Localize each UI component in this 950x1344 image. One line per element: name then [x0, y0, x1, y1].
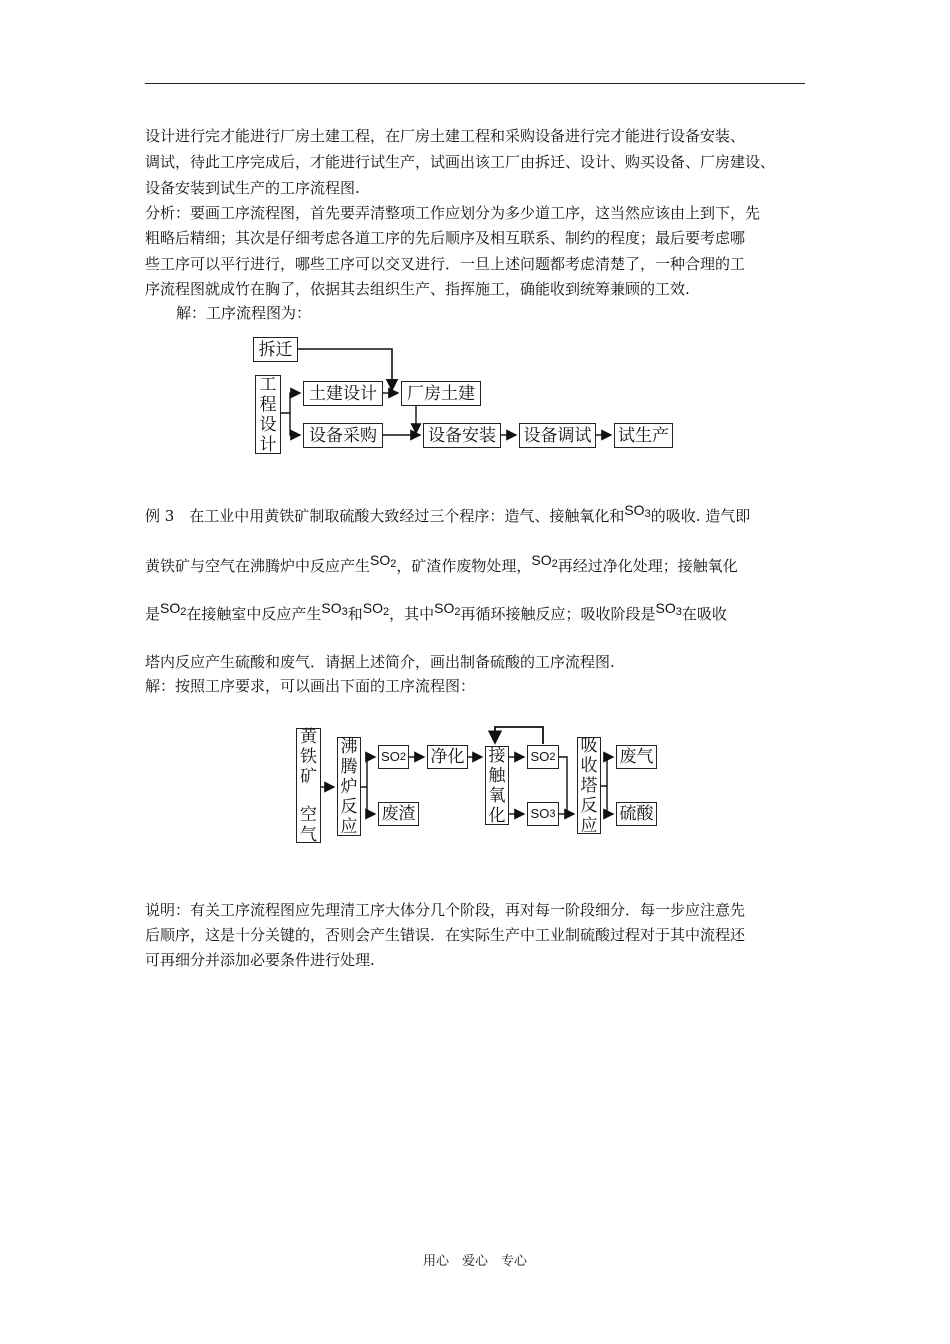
chem-so3 [656, 600, 682, 616]
chem-so2 [363, 600, 389, 616]
chem-so2 [434, 600, 460, 616]
text: SO [160, 600, 181, 616]
box-so2-1 [378, 745, 409, 769]
box-purify: 净化 [427, 745, 468, 769]
chem-so2 [370, 552, 396, 568]
text: 2 [180, 606, 187, 618]
example3-line-2 [145, 552, 738, 580]
char: 反 [580, 795, 598, 816]
text: 2 [551, 558, 558, 570]
box-tujian-sheji: 土建设计 [303, 381, 383, 406]
char: 收 [580, 755, 598, 776]
box-shebei-tiaoshi: 设备调试 [519, 423, 596, 448]
text: SO [624, 502, 645, 518]
text: 3 [675, 606, 682, 618]
chem-so2 [531, 552, 557, 568]
char: 空 [300, 804, 317, 825]
text: 3 [644, 508, 651, 520]
text: 是 [145, 605, 161, 623]
text-line: 些工序可以平行进行，哪些工序可以交叉进行．一旦上述问题都考虑清楚了，一种合理的工 [145, 255, 746, 273]
solution-label-2: 解：按照工序要求，可以画出下面的工序流程图： [145, 677, 476, 695]
char: 化 [488, 805, 506, 826]
char: 计 [259, 434, 277, 455]
char: 氧 [488, 785, 506, 806]
text: ，其中 [389, 605, 435, 623]
box-so3 [527, 802, 559, 826]
text: 2 [399, 751, 406, 763]
note-line: 后顺序，这是十分关键的，否则会产生错误．在实际生产中工业制硫酸过程对于其中流程还 [145, 926, 746, 944]
text: 的吸收. 造气即 [650, 507, 751, 525]
text-line: 粗略后精细；其次是仔细考虑各道工序的先后顺序及相互联系、制约的程度；最后要考虑哪 [145, 229, 746, 247]
char: 设 [259, 414, 277, 435]
box-sulfuric-acid: 硫酸 [616, 802, 657, 826]
text: SO [434, 600, 455, 616]
text: SO [655, 600, 676, 616]
text-line: 分析：要画工序流程图，首先要弄清整项工作应划分为多少道工序，这当然应该由上到下，先 [145, 204, 761, 222]
box-absorption-tower [577, 737, 601, 834]
char: 应 [580, 815, 598, 836]
note-line: 说明：有关工序流程图应先理清工序大体分几个阶段，再对每一阶段细分．每一步应注意先 [145, 901, 746, 919]
text-line: 设备安装到试生产的工序流程图. [145, 179, 360, 197]
chem-so3 [624, 502, 650, 518]
page-footer: 用心 爱心 专心 [422, 1254, 527, 1269]
box-waste-slag: 废渣 [378, 802, 419, 826]
solution-label: 解：工序流程图为： [176, 304, 312, 322]
char: 吸 [580, 735, 598, 756]
box-waste-gas: 废气 [616, 745, 657, 769]
example3-line-3 [145, 600, 727, 628]
char: 工 [259, 374, 277, 395]
box-changfang-tujian: 厂房土建 [401, 381, 481, 406]
box-boiling-furnace [337, 737, 361, 836]
box-raw-materials [296, 728, 321, 843]
chem-so3 [321, 600, 347, 616]
note-line: 可再细分并添加必要条件进行处理. [145, 951, 375, 969]
box-gongcheng-sheji [255, 375, 281, 454]
box-so2-2 [527, 745, 559, 769]
char: 黄 [300, 726, 317, 747]
example3-line-1 [145, 502, 751, 530]
box-contact-oxidation [485, 746, 509, 825]
char: 腾 [340, 756, 358, 777]
text-line: 序流程图就成竹在胸了，依据其去组织生产、指挥施工，确能收到统筹兼顾的工效. [145, 280, 690, 298]
text-line: 设计进行完才能进行厂房土建工程，在厂房土建工程和采购设备进行完才能进行设备安装、 [145, 127, 746, 145]
text: 例 3 在工业中用黄铁矿制取硫酸大致经过三个程序：造气、接触氧化和 [145, 507, 625, 525]
text: 再经过净化处理；接触氧化 [557, 557, 738, 575]
char: 接 [488, 745, 506, 766]
char: 炉 [340, 776, 358, 797]
char: 沸 [340, 736, 358, 757]
char: 气 [300, 824, 317, 845]
text: SO [530, 806, 550, 821]
text-line: 调试，待此工序完成后，才能进行试生产，试画出该工厂由拆迁、设计、购买设备、厂房建设、 [145, 153, 776, 171]
text: SO [530, 749, 550, 764]
text: SO [531, 552, 552, 568]
char: 矿 [300, 766, 317, 787]
text: 在接触室中反应产生 [186, 605, 322, 623]
text: SO [321, 600, 342, 616]
text: 和 [347, 605, 363, 623]
text: 2 [383, 606, 390, 618]
box-shebei-anzhuang: 设备安装 [423, 423, 501, 448]
box-shebei-caigou: 设备采购 [303, 423, 383, 448]
char: 程 [259, 394, 277, 415]
text: 2 [454, 606, 461, 618]
char: 应 [340, 816, 358, 837]
text: 3 [549, 808, 556, 820]
text: 再循环接触反应；吸收阶段是 [460, 605, 656, 623]
text: SO [381, 749, 400, 764]
text: ，矿渣作废物处理， [396, 557, 532, 575]
text: SO [362, 600, 383, 616]
text: 2 [390, 558, 397, 570]
char: 触 [488, 765, 506, 786]
text: 在吸收 [681, 605, 727, 623]
char: 铁 [300, 746, 317, 767]
chem-so2 [160, 600, 186, 616]
char: 塔 [580, 775, 598, 796]
text: 3 [341, 606, 348, 618]
text: SO [370, 552, 391, 568]
text: 2 [549, 751, 556, 763]
text: 黄铁矿与空气在沸腾炉中反应产生 [145, 557, 371, 575]
char: 反 [340, 796, 358, 817]
box-shi-shengchan: 试生产 [614, 423, 673, 448]
box-chaiqian: 拆迁 [253, 337, 298, 362]
example3-line-4: 塔内反应产生硫酸和废气．请据上述简介，画出制备硫酸的工序流程图. [145, 653, 615, 671]
